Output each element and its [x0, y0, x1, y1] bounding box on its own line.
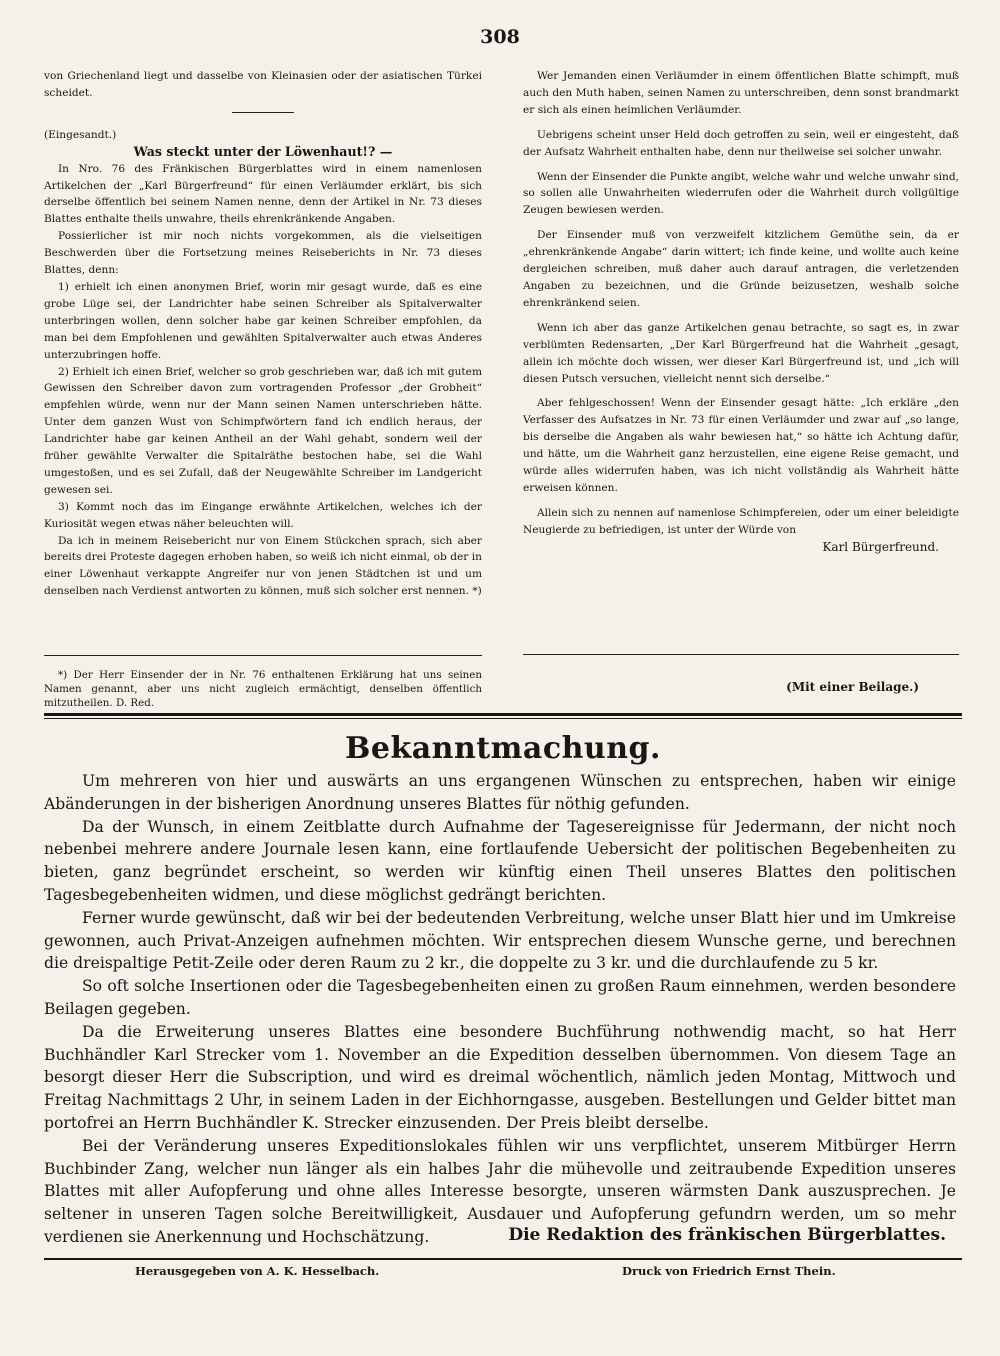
reply-paragraph: Aber fehlgeschossen! Wenn der Einsender gesagt hätte: „Ich erkläre „den Verfasser des Aufsatzes in Nr. 73 für einen Verläumder und zwar auf „so lange, bis derselbe die Angaben als wahr bewiesen hat,“ so hätte ich Achtung dafür, und hätte, um die Wahrheit ganz herzustellen, eine eigene Reise gemacht, und würde alles widerrufen haben, was ich nicht vollständig als Wahrheit hätte erweisen können.	[523, 397, 959, 494]
eingesandt-label: (Eingesandt.)	[44, 128, 117, 141]
right-column	[523, 68, 959, 556]
announcement-paragraph: Um mehreren von hier und auswärts an uns ergangenen Wünschen zu entsprechen, haben wir einige Abänderungen in der bisherigen Anordnung unseres Blattes für nöthig gefunden.	[44, 772, 956, 813]
left-column	[44, 68, 482, 600]
article-paragraph: Possierlicher ist mir noch nichts vorgekommen, als die vielseitigen Beschwerden über die Fortsetzung meines Reiseberichts in Nr. 73 dieses Blattes, denn:	[44, 230, 482, 277]
imprint-rule	[44, 1258, 962, 1260]
printer-imprint: Druck von Friedrich Ernst Thein.	[622, 1264, 836, 1278]
reply-paragraph: Wenn ich aber das ganze Artikelchen genau betrachte, so sagt es, in zwar verblümten Redensarten, „Der Karl Bürgerfreund hat die Wahrheit „gesagt, allein ich möchte doch wissen, wer dieser Karl Bürgerfreund ist, und „ich will diesen Putsch versuchen, vielleicht nennt sich derselbe.“	[523, 321, 959, 385]
reply-paragraph: Allein sich zu nennen auf namenlose Schimpfereien, oder um einer beleidigte Neugierde zu befriedigen, ist unter der Würde von	[523, 506, 959, 536]
article-paragraph: 2) Erhielt ich einen Brief, welcher so grob geschrieben war, daß ich mit gutem Gewissen den Schreiber davon zum vortragenden Professor „der Grobheit“ empfehlen würde, wenn nur der Mann seinen Namen unterschrieben hätte. Unter dem ganzen Wust von Schimpfwörtern fand ich endlich heraus, der Landrichter habe gar keinen Antheil an der Wahl gehabt, sondern weil der früher gewählte Verwalter die Spitalräthe bestochen habe, sei die Wahl umgestoßen, und es sei Zufall, daß der Neugewählte Schreiber im Landgericht gewesen sei.	[44, 365, 482, 496]
footnote-rule	[44, 655, 482, 656]
signature-karl: Karl Bürgerfreund.	[822, 539, 939, 554]
announcement-paragraph: Da der Wunsch, in einem Zeitblatte durch Aufnahme der Tagesereignisse für Jedermann, der nicht noch nebenbei mehrere andere Journale lesen kann, eine fortlaufende Uebersicht der politischen Begebenheiten zu bieten, ganz begründet erscheint, so werden wir künftig einen Theil unseres Blattes den politischen Tagesbegebenheiten widmen, und diese möglichst gedrängt berichten.	[44, 817, 956, 904]
announcement-paragraph: Bei der Veränderung unseres Expeditionslokales fühlen wir uns verpflichtet, unserem Mitbürger Herrn Buchbinder Zang, welcher nun länger als ein halbes Jahr die mühevolle und zeitraubende Expedition unseres Blattes mit aller Aufopferung und ohne alles Interesse besorgte, unseren wärmsten Dank auszusprechen. Je seltener in unseren Tagen solche Bereitwilligkeit, Ausdauer und Aufopferung gefundrn werden, um so mehr verdienen sie Anerkennung und Hochschätzung.	[44, 1136, 956, 1246]
article-paragraph: In Nro. 76 des Fränkischen Bürgerblattes wird in einem namenlosen Artikelchen der „Karl Bürgerfreund“ für einen Verläumder erklärt, bis sich derselbe öffentlich bei seinem Namen nenne, denn der Artikel in Nr. 73 dieses Blattes enthalte theils unwahre, theils ehrenkränkende Angaben.	[44, 162, 482, 226]
article-paragraph: 3) Kommt noch das im Eingange erwähnte Artikelchen, welches ich der Kuriosität wegen etwas näher beleuchten will.	[44, 500, 482, 530]
separator-rule	[232, 112, 294, 113]
right-column-rule	[523, 654, 959, 655]
announcement-paragraph: Da die Erweiterung unseres Blattes eine besondere Buchführung nothwendig macht, so hat Herr Buchhändler Karl Strecker vom 1. November an die Expedition desselben übernommen. Von diesem Tage an besorgt dieser Herr die Subscription, und wird es dreimal wöchentlich, nämlich jeden Montag, Mittwoch und Freitag Nachmittags 2 Uhr, in seinem Laden in der Eichhorngasse, ausgeben. Bestellungen und Gelder bittet man portofrei an Herrn Buchhändler K. Strecker einzusenden. Der Preis bleibt derselbe.	[44, 1022, 956, 1132]
reply-paragraph: Der Einsender muß von verzweifelt kitzlichem Gemüthe sein, da er „ehrenkränkende Angabe“ darin wittert; ich finde keine, und wollte auch keine dergleichen schreiben, muß daher auch darauf antragen, die verletzenden Angaben zu bezeichnen, und die Gründe beizusetzen, weshalb solche ehrenkränkend seien.	[523, 229, 959, 309]
editorial-signature: Die Redaktion des fränkischen Bürgerblattes.	[508, 1225, 946, 1245]
article-title: Was steckt unter der Löwenhaut!? —	[133, 143, 393, 159]
section-divider-thin	[44, 718, 962, 719]
announcement-paragraph: Ferner wurde gewünscht, daß wir bei der bedeutenden Verbreitung, welche unser Blatt hier und im Umkreise gewonnen, auch Privat-Anzeigen aufnehmen möchten. Wir entsprechen diesem Wunsche gerne, und berechnen die dreispaltige Petit-Zeile oder deren Raum zu 2 kr., die doppelte zu 3 kr. und die durchlaufende zu 5 kr.	[44, 908, 956, 973]
intro-text: von Griechenland liegt und dasselbe von Kleinasien oder der asiatischen Türkei scheidet.	[44, 70, 482, 99]
supplement-note: (Mit einer Beilage.)	[786, 680, 919, 694]
footnote: *) Der Herr Einsender der in Nr. 76 enthaltenen Erklärung hat uns seinen Namen genannt, aber uns nicht zugleich ermächtigt, denselben öffentlich mitzutheilen. D. Red.	[44, 669, 482, 710]
page-number: 308	[480, 26, 520, 48]
article-paragraph: Da ich in meinem Reisebericht nur von Einem Stückchen sprach, sich aber bereits drei Proteste dagegen erhoben haben, so weiß ich nicht einmal, ob der in einer Löwenhaut verkappte Angreifer nur von jenen Städtchen ist und um denselben nach Verdienst antworten zu können, muß sich solcher erst nennen. *)	[44, 534, 482, 598]
reply-paragraph: Uebrigens scheint unser Held doch getroffen zu sein, weil er eingesteht, daß der Aufsatz Wahrheit enthalten habe, denn nur theilweise sei solcher unwahr.	[523, 128, 959, 158]
reply-paragraph: Wer Jemanden einen Verläumder in einem öffentlichen Blatte schimpft, muß auch den Muth haben, seinen Namen zu unterschreiben, denn sonst brandmarkt er sich als einen heimlichen Verläumder.	[523, 70, 959, 116]
announcement-body	[44, 770, 956, 1249]
reply-paragraph: Wenn der Einsender die Punkte angibt, welche wahr und welche unwahr sind, so sollen alle Unwahrheiten wiederrufen oder die Wahrheit durch vollgültige Zeugen bewiesen werden.	[523, 170, 959, 217]
announcement-title: Bekanntmachung.	[345, 731, 661, 766]
announcement-paragraph: So oft solche Insertionen oder die Tagesbegebenheiten einen zu großen Raum einnehmen, werden besondere Beilagen gegeben.	[44, 977, 956, 1018]
publisher-imprint: Herausgegeben von A. K. Hesselbach.	[135, 1264, 380, 1278]
section-divider-thick	[44, 713, 962, 716]
article-paragraph: 1) erhielt ich einen anonymen Brief, worin mir gesagt wurde, daß es eine grobe Lüge sei, der Landrichter habe seinen Schreiber als Spitalverwalter unterbringen wollen, denn solcher habe gar keinen Schreiber empfohlen, da man bei dem Empfohlenen und gewählten Spitalverwalter auch etwas Anderes unterzubringen hoffe.	[44, 280, 482, 361]
